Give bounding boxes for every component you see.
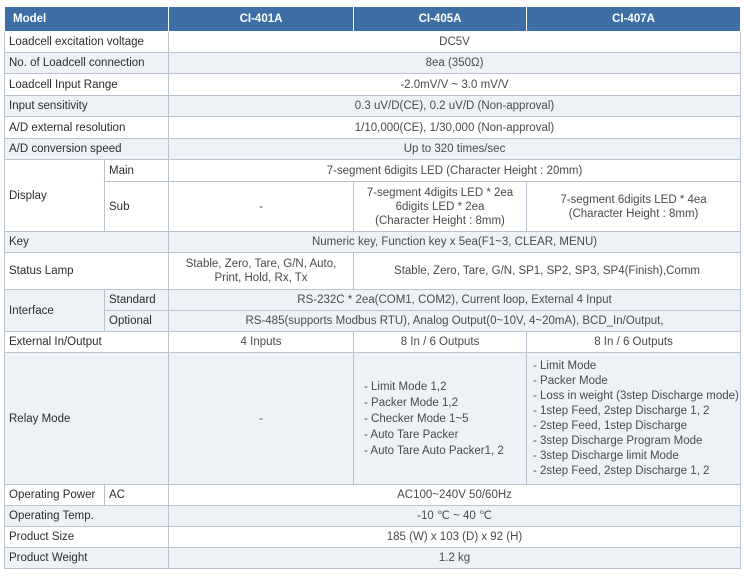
row-value: -2.0mV/V ~ 3.0 mV/V (169, 74, 741, 96)
row-label: Operating Power (5, 485, 105, 506)
cell-ci-407a: 8 In / 6 Outputs (527, 332, 741, 353)
row-label: Operating Temp. (5, 506, 169, 527)
table-row (5, 527, 741, 548)
row-label: Input sensitivity (5, 96, 169, 117)
row-value: Up to 320 times/sec (169, 139, 741, 160)
row-value: 8ea (350Ω) (169, 53, 741, 74)
text-line: (Character Height : 8mm) (568, 207, 699, 220)
cell-ci-405a (354, 353, 527, 485)
cell-ci-401a: 4 Inputs (169, 332, 354, 353)
header-row (5, 7, 741, 32)
row-value: 7-segment 6digits LED (Character Height : 20mm) (169, 160, 741, 182)
text-line: 6digits LED * 2ea (395, 200, 485, 213)
list-item: - 3step Discharge Program Mode (533, 434, 703, 447)
list-item: - Checker Mode 1~5 (364, 412, 469, 425)
table-row (5, 253, 741, 290)
row-sublabel: Main (105, 160, 169, 182)
list-item: - Limit Mode (533, 359, 597, 372)
table-row (5, 139, 741, 160)
row-label: Status Lamp (5, 253, 169, 290)
row-sublabel: AC (105, 485, 169, 506)
header-model: Model (5, 7, 169, 32)
table-row (5, 232, 741, 253)
header-ci-401a: CI-401A (169, 7, 354, 32)
list-item: - Packer Mode (533, 374, 608, 387)
cell-ci-401a: - (169, 353, 354, 485)
row-label: A/D conversion speed (5, 139, 169, 160)
text-line: (Character Height : 8mm) (375, 214, 505, 227)
header-ci-407a: CI-407A (527, 7, 741, 32)
list-item: - Packer Mode 1,2 (364, 396, 458, 409)
row-value: RS-485(supports Modbus RTU), Analog Output(0~10V, 4~20mA), BCD_In/Output, (169, 311, 741, 332)
text-line: Stable, Zero, Tare, G/N, Auto, (185, 258, 337, 270)
row-value: AC100~240V 50/60Hz (169, 485, 741, 506)
row-sublabel: Standard (105, 290, 169, 311)
list-item: - Loss in weight (3step Discharge mode) (533, 389, 739, 402)
table-row (5, 485, 741, 506)
row-value: 185 (W) x 103 (D) x 92 (H) (169, 527, 741, 548)
row-label: Loadcell excitation voltage (5, 32, 169, 53)
cell-ci-401a: - (169, 182, 354, 232)
list-item: - 2step Feed, 2step Discharge 1, 2 (533, 464, 710, 477)
row-sublabel: Sub (105, 182, 169, 232)
table-row (5, 506, 741, 527)
row-value: Numeric key, Function key x 5ea(F1~3, CLEAR, MENU) (169, 232, 741, 253)
cell-ci-407a (527, 182, 741, 232)
cell-ci-405a: 8 In / 6 Outputs (354, 332, 527, 353)
row-value: 1/10,000(CE), 1/30,000 (Non-approval) (169, 117, 741, 139)
row-label: Interface (5, 290, 105, 332)
row-value: 0.3 uV/D(CE), 0.2 uV/D (Non-approval) (169, 96, 741, 117)
table-row (5, 53, 741, 74)
text-line: Print, Hold, Rx, Tx (214, 272, 308, 284)
header-ci-405a: CI-405A (354, 7, 527, 32)
table-row (5, 74, 741, 96)
table-row (5, 117, 741, 139)
table-row (5, 353, 741, 485)
row-value: -10 ℃ ~ 40 ℃ (169, 506, 741, 527)
row-label: Product Weight (5, 548, 169, 569)
row-sublabel: Optional (105, 311, 169, 332)
row-label: Display (5, 160, 105, 232)
table-row (5, 332, 741, 353)
table-row (5, 160, 741, 182)
table-row (5, 548, 741, 569)
table-row (5, 32, 741, 53)
row-value: DC5V (169, 32, 741, 53)
table-row (5, 182, 741, 232)
cell-ci-407a (527, 353, 741, 485)
row-label: Key (5, 232, 169, 253)
row-label: External In/Output (5, 332, 169, 353)
table-row (5, 290, 741, 311)
cell-ci-405a-407a: Stable, Zero, Tare, G/N, SP1, SP2, SP3, SP4(Finish),Comm (354, 253, 741, 290)
text-line: 7-segment 6digits LED * 4ea (560, 193, 707, 206)
cell-ci-401a (169, 253, 354, 290)
cell-ci-405a (354, 182, 527, 232)
spec-table (4, 6, 741, 569)
row-value: RS-232C * 2ea(COM1, COM2), Current loop, External 4 Input (169, 290, 741, 311)
list-item: - Limit Mode 1,2 (364, 380, 447, 393)
row-label: Product Size (5, 527, 169, 548)
list-item: - 3step Discharge limit Mode (533, 449, 679, 462)
list-item: - Auto Tare Auto Packer1, 2 (364, 444, 504, 457)
row-label: No. of Loadcell connection (5, 53, 169, 74)
table-row (5, 311, 741, 332)
list-item: - 1step Feed, 2step Discharge 1, 2 (533, 404, 710, 417)
list-item: - Auto Tare Packer (364, 428, 459, 441)
table-row (5, 96, 741, 117)
row-value: 1.2 kg (169, 548, 741, 569)
text-line: 7-segment 4digits LED * 2ea (366, 186, 514, 199)
list-item: - 2step Feed, 1step Discharge (533, 419, 688, 432)
row-label: Loadcell Input Range (5, 74, 169, 96)
row-label: Relay Mode (5, 353, 169, 485)
row-label: A/D external resolution (5, 117, 169, 139)
